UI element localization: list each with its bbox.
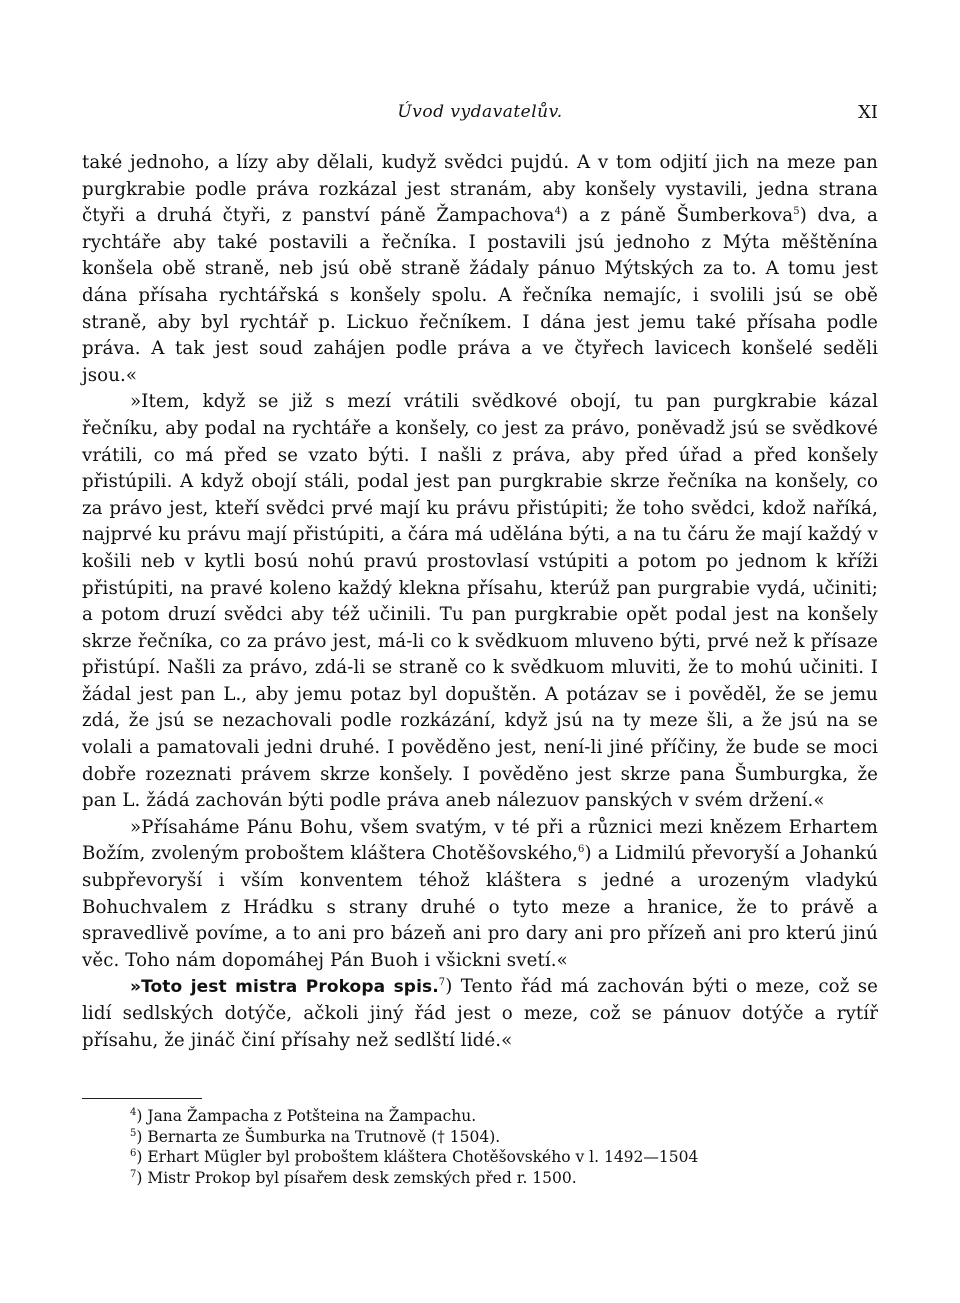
paragraph-1-text-b: ) a z páně Šumberkova bbox=[561, 205, 794, 227]
footnote-ref-5: 5 bbox=[793, 206, 800, 218]
paragraph-1-text-a: také jednoho, a lízy aby dělali, kudyž svědci pujdú. A v tom odjití jich na meze pan purgkrabie podle práva rozkázal jest stranám, aby konšely vystavili, jedna strana čtyři a druhá čtyři, z panství páně Žampachova bbox=[82, 152, 878, 227]
footnote-text: ) Bernarta ze Šumburka na Trutnově († 1504). bbox=[136, 1127, 501, 1146]
footnote-number: 6 bbox=[130, 1147, 137, 1159]
footnote-4 bbox=[130, 1106, 870, 1127]
paragraph-4 bbox=[82, 974, 878, 1054]
paragraph-2: »Item, když se již s mezí vrátili svědkové obojí, tu pan purgkrabie kázal řečníku, aby podal na rychtáře a konšely, co jest za právo, poněvadž jsú se svědkové vrátili, co má před se vzato býti. I našli z práva, aby před úřad a před konšely přistúpili. A když obojí stáli, podal jest pan purgkrabie skrze řečníka na konšely, co za právo jest, kteří svědci prvé mají ku právu přistúpiti; že toho svědci, kdož naříká, najprvé ku právu mají přistúpiti, a čára má udělána býti, a na tu čáru že mají každý v košili neb v kytli bosú nohú pravú prostovlasí vstúpiti a potom po jednom k kříži přistúpiti, na pravé koleno každý klekna přísahu, kterúž pan purgrabie vydá, učiniti; a potom druzí svědci aby též učinili. Tu pan purgkrabie opět podal jest na konšely skrze řečníka, co za právo jest, má-li co k svědkuom mluveno býti, prvé než k přísaze přistúpí. Našli za právo, zdá-li se straně co k svědkuom mluviti, že to mohú učiniti. I žádal jest pan L., aby jemu potaz byl dopuštěn. A potázav se i pověděl, že se jemu zdá, že jsú se nezachovali podle rozkázání, když jsú na ty meze šli, a že jsú na se volali a pamatovali jedni druhé. I pověděno jest, není-li jiné příčiny, že bude se moci dobře rozeznati právem skrze konšely. I pověděno jest skrze pana Šumburgka, že pan L. žádá zachován býti podle práva aneb nálezuov panských v svém držení.« bbox=[82, 391, 878, 812]
footnote-number: 7 bbox=[130, 1168, 137, 1180]
paragraph-3 bbox=[82, 815, 878, 975]
footnote-ref-7: 7 bbox=[438, 977, 446, 989]
page-header bbox=[82, 102, 878, 132]
running-title: Úvod vydavatelův. bbox=[397, 102, 563, 122]
paragraph-1 bbox=[82, 150, 878, 389]
paragraph-3-text-a: »Přísaháme Pánu Bohu, všem svatým, v té při a různici mezi knězem Erhartem Božím, zvoleným proboštem kláštera Chotěšovského, bbox=[82, 816, 878, 865]
footnote-number: 4 bbox=[130, 1106, 137, 1118]
footnote-ref-6: 6 bbox=[578, 844, 585, 856]
body-text bbox=[82, 150, 878, 1054]
footnote-text: ) Jana Žampacha z Potšteina na Žampachu. bbox=[136, 1107, 477, 1125]
footnotes bbox=[130, 1106, 870, 1188]
footnote-number: 5 bbox=[130, 1127, 137, 1139]
footnote-text: ) Mistr Prokop byl písařem desk zemských před r. 1500. bbox=[136, 1168, 577, 1187]
paragraph-3-text-b: ) a Lidmilú převoryší a Johankú subpřevoryší i vším konventem téhož kláštera s jedné a urozeným vladykú Bohuchvalem z Hrádku s strany druhé o tyto meze a hranice, že to právě a spravedlivě povíme, a to ani pro bázeň ani pro dary ani pro přízeň ani pro kterú jinú věc. Toho nám dopomáhej Pán Buoh i všickni svetí.« bbox=[82, 843, 878, 971]
page-number: XI bbox=[858, 102, 878, 123]
footnote-7 bbox=[130, 1168, 870, 1189]
footnote-text: ) Erhart Mügler byl proboštem kláštera Chotěšovského v l. 1492—1504 bbox=[136, 1148, 699, 1166]
paragraph-4-text: ) Tento řád má zachován býti o meze, což se lidí sedlských dotýče, ačkoli jiný řád jest o meze, což se pánuov dotýče a rytíř přísahu, že jináč činí přísahy než sedlští lidé.« bbox=[82, 976, 878, 1051]
footnote-ref-4: 4 bbox=[554, 206, 562, 218]
paragraph-1-text-c: ) dva, a rychtáře aby také postavili a řečníka. I postavili jsú jednoho z Mýta měštěnína konšela obě straně, neb jsú obě straně žádaly pánuo Mýtských za to. A tomu jest dána přísaha rychtářská s konšely spolu. A řečníka nemajíc, i svolili jsú se obě straně, aby byl rychtář p. Lickuo řečníkem. I dána jest jemu také přísaha podle práva. A tak jest soud zahájen podle práva a ve čtyřech lavicech konšelé seděli jsou.« bbox=[82, 205, 878, 386]
footnote-6 bbox=[130, 1147, 870, 1168]
footnote-divider bbox=[82, 1098, 202, 1099]
paragraph-4-lead: »Toto jest mistra Prokopa spis. bbox=[130, 977, 439, 998]
footnote-5 bbox=[130, 1127, 870, 1148]
